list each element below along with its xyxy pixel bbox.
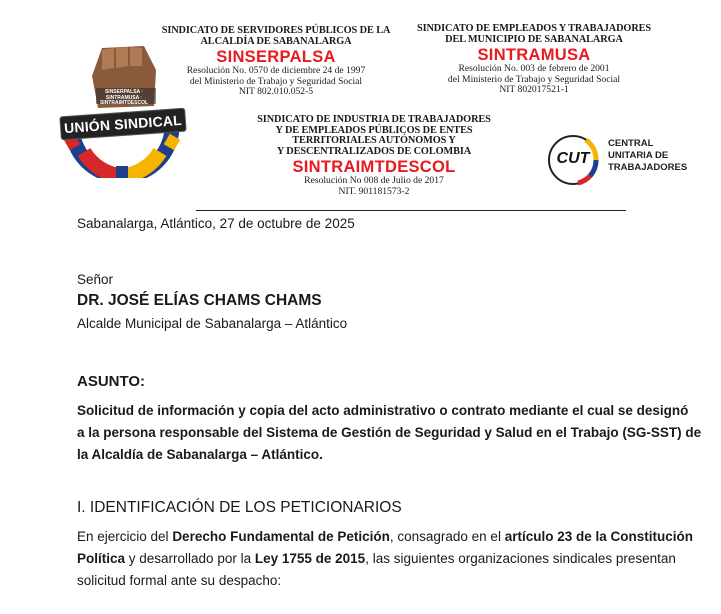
- union-header-line: Y DE EMPLEADOS PÚBLICOS DE ENTES: [275, 124, 473, 136]
- union-header-line: TERRITORIALES AUTÓNOMOS Y: [292, 135, 456, 146]
- union-detail: del Ministerio de Trabajo y Seguridad Social: [447, 73, 621, 85]
- union-detail: NIT. 901181573-2: [338, 185, 410, 197]
- union-detail: Resolución No 008 de Julio de 2017: [304, 175, 444, 186]
- subject-label: ASUNTO:: [77, 373, 146, 390]
- subject-line: Solicitud de información y copia del acto administrativo o contrato mediante el cual se designó: [77, 403, 689, 418]
- union-detail: Resolución No. 003 de febrero de 2001: [458, 63, 610, 74]
- union-block-sintraimtdescol: [256, 115, 492, 197]
- paragraph-line: solicitud formal ante su despacho:: [77, 573, 282, 588]
- union-name: SINSERPALSA: [216, 48, 336, 66]
- petition-paragraph: [77, 526, 693, 592]
- paragraph-line: En ejercicio del Derecho Fundamental de Petición, consagrado en el artículo 23 de la Constitución: [77, 529, 693, 544]
- union-name: SINTRAIMTDESCOL: [292, 158, 456, 176]
- union-detail: Resolución No. 0570 de diciembre 24 de 1997: [186, 65, 366, 76]
- union-header-line: SINDICATO DE INDUSTRIA DE TRABAJADORES: [257, 114, 491, 125]
- recipient-name: DR. JOSÉ ELÍAS CHAMS CHAMS: [77, 292, 322, 309]
- cut-name: [608, 138, 687, 174]
- union-block-sinserpalsa: [158, 26, 394, 98]
- union-detail: del Ministerio de Trabajo y Seguridad Social: [189, 75, 363, 87]
- cut-name-line: TRABAJADORES: [608, 162, 688, 173]
- union-header-line: DEL MUNICIPIO DE SABANALARGA: [445, 33, 623, 45]
- union-block-sintramusa: [412, 24, 656, 96]
- union-detail: NIT 802.010.052-5: [238, 86, 314, 97]
- paragraph-line: Política y desarrollado por la Ley 1755 de 2015, las siguientes organizaciones sindicales presentan: [77, 551, 676, 566]
- union-header-line: SINDICATO DE SERVIDORES PÚBLICOS DE LA: [161, 25, 391, 36]
- place-date: Sabanalarga, Atlántico, 27 de octubre de 2025: [77, 216, 355, 231]
- union-detail: NIT 802017521-1: [499, 84, 569, 95]
- logo-banner: UNIÓN SINDICAL: [59, 108, 186, 141]
- union-name: SINTRAMUSA: [477, 46, 591, 64]
- union-header-line: SINDICATO DE EMPLEADOS Y TRABAJADORES: [416, 23, 652, 34]
- section-heading: I. IDENTIFICACIÓN DE LOS PETICIONARIOS: [77, 499, 402, 516]
- subject-line: a la persona responsable del Sistema de Gestión de Seguridad y Salud en el Trabajo (SG-SST) de: [77, 425, 702, 440]
- subject-line: la Alcaldía de Sabanalarga – Atlántico.: [77, 447, 323, 462]
- cut-mark: CUT: [556, 150, 590, 167]
- header-divider: [196, 210, 626, 211]
- union-header-line: ALCALDÍA DE SABANALARGA: [200, 35, 352, 47]
- union-header-line: Y DESCENTRALIZADOS DE COLOMBIA: [276, 145, 472, 157]
- cut-name-line: CENTRAL: [608, 138, 654, 149]
- logo-fist-text: SINSERPALSA · SINTRAMUSA · SINTRAIMTDESCOL: [99, 89, 149, 106]
- cut-name-line: UNITARIA DE: [608, 150, 669, 161]
- cut-logo: [546, 132, 686, 188]
- recipient-title: Alcalde Municipal de Sabanalarga – Atlántico: [77, 316, 348, 331]
- salutation: Señor: [77, 272, 114, 287]
- subject-text: [77, 400, 701, 466]
